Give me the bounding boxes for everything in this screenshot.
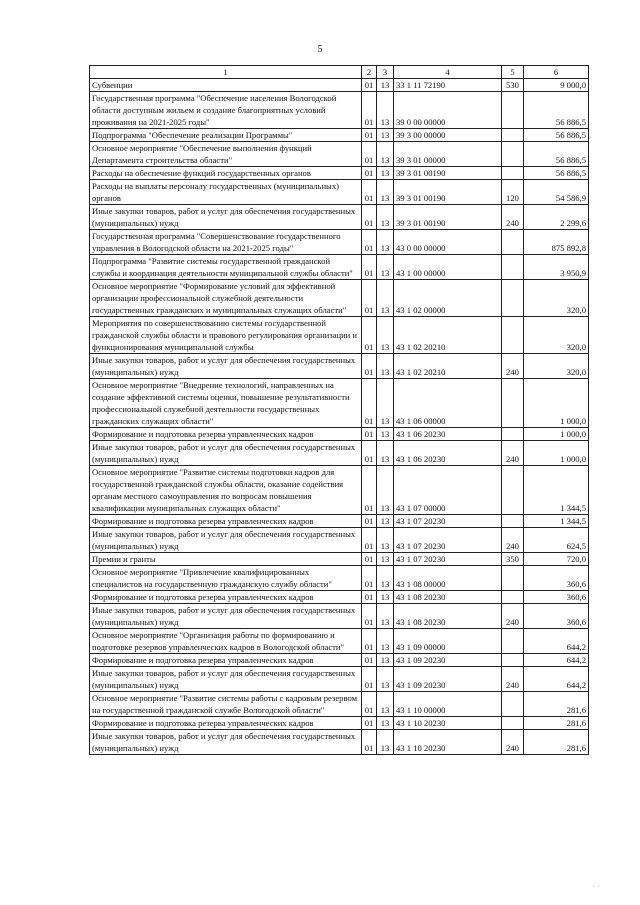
row-section: 01 [362, 230, 377, 255]
row-subsection: 13 [377, 167, 394, 180]
row-amount: 875 892,8 [524, 230, 589, 255]
row-target-article: 43 1 08 20230 [394, 604, 502, 629]
row-amount: 54 586,9 [524, 180, 589, 205]
table-row [90, 654, 589, 667]
row-name: Подпрограмма "Обеспечение реализации Программы" [90, 129, 362, 142]
row-expense-type: 120 [502, 180, 524, 205]
row-target-article: 39 3 01 00190 [394, 205, 502, 230]
row-amount: 56 886,5 [524, 142, 589, 167]
row-target-article: 43 1 07 20230 [394, 528, 502, 553]
row-target-article: 43 1 06 20230 [394, 441, 502, 466]
row-target-article: 43 1 09 00000 [394, 629, 502, 654]
row-section: 01 [362, 379, 377, 428]
row-section: 01 [362, 654, 377, 667]
row-amount: 56 886,5 [524, 167, 589, 180]
table-row [90, 692, 589, 717]
row-expense-type: 240 [502, 354, 524, 379]
row-subsection: 13 [377, 379, 394, 428]
row-section: 01 [362, 79, 377, 92]
row-section: 01 [362, 317, 377, 354]
row-name: Субвенции [90, 79, 362, 92]
table-row [90, 379, 589, 428]
row-expense-type [502, 379, 524, 428]
row-section: 01 [362, 629, 377, 654]
row-target-article: 33 1 11 72190 [394, 79, 502, 92]
row-subsection: 13 [377, 180, 394, 205]
row-subsection: 13 [377, 515, 394, 528]
table-row [90, 167, 589, 180]
row-expense-type: 240 [502, 730, 524, 755]
row-name: Расходы на выплаты персоналу государственных (муниципальных) органов [90, 180, 362, 205]
table-row [90, 280, 589, 317]
table-row [90, 566, 589, 591]
row-subsection: 13 [377, 441, 394, 466]
row-subsection: 13 [377, 566, 394, 591]
row-section: 01 [362, 180, 377, 205]
row-subsection: 13 [377, 280, 394, 317]
table-row [90, 466, 589, 515]
row-name: Иные закупки товаров, работ и услуг для обеспечения государственных (муниципальных) нужд [90, 441, 362, 466]
row-subsection: 13 [377, 466, 394, 515]
row-name: Государственная программа "Обеспечение населения Вологодской области доступным жильем и создание благоприятных условий проживания на 2021-2025 годы" [90, 92, 362, 129]
table-header-row [90, 66, 589, 79]
row-section: 01 [362, 717, 377, 730]
row-amount: 320,0 [524, 317, 589, 354]
row-amount: 320,0 [524, 280, 589, 317]
row-section: 01 [362, 528, 377, 553]
row-target-article: 43 1 00 00000 [394, 255, 502, 280]
table-row [90, 317, 589, 354]
row-amount: 320,0 [524, 354, 589, 379]
row-amount: 1 000,0 [524, 441, 589, 466]
row-expense-type: 240 [502, 667, 524, 692]
column-header-subsection: 3 [377, 66, 394, 79]
row-subsection: 13 [377, 553, 394, 566]
table-row [90, 129, 589, 142]
column-header-amount: 6 [524, 66, 589, 79]
row-subsection: 13 [377, 428, 394, 441]
row-name: Формирование и подготовка резерва управленческих кадров [90, 428, 362, 441]
row-amount: 720,0 [524, 553, 589, 566]
row-name: Формирование и подготовка резерва управленческих кадров [90, 717, 362, 730]
row-target-article: 43 1 06 00000 [394, 379, 502, 428]
row-target-article: 43 1 10 20230 [394, 717, 502, 730]
row-expense-type [502, 167, 524, 180]
table-row [90, 591, 589, 604]
row-section: 01 [362, 280, 377, 317]
row-amount: 624,5 [524, 528, 589, 553]
row-section: 01 [362, 255, 377, 280]
table-row [90, 205, 589, 230]
table-row [90, 255, 589, 280]
row-section: 01 [362, 466, 377, 515]
row-subsection: 13 [377, 230, 394, 255]
row-target-article: 43 1 07 00000 [394, 466, 502, 515]
row-amount: 3 950,9 [524, 255, 589, 280]
row-amount: 360,6 [524, 591, 589, 604]
row-name: Формирование и подготовка резерва управленческих кадров [90, 654, 362, 667]
row-section: 01 [362, 553, 377, 566]
row-amount: 9 000,0 [524, 79, 589, 92]
table-row [90, 92, 589, 129]
row-target-article: 43 1 09 20230 [394, 667, 502, 692]
row-name: Иные закупки товаров, работ и услуг для обеспечения государственных (муниципальных) нужд [90, 205, 362, 230]
row-section: 01 [362, 566, 377, 591]
row-expense-type [502, 92, 524, 129]
column-header-name: 1 [90, 66, 362, 79]
row-amount: 56 886,5 [524, 129, 589, 142]
row-section: 01 [362, 167, 377, 180]
row-expense-type [502, 230, 524, 255]
row-expense-type: 240 [502, 528, 524, 553]
table-row [90, 667, 589, 692]
row-section: 01 [362, 428, 377, 441]
row-section: 01 [362, 205, 377, 230]
row-subsection: 13 [377, 654, 394, 667]
row-amount: 281,6 [524, 717, 589, 730]
row-subsection: 13 [377, 129, 394, 142]
row-section: 01 [362, 92, 377, 129]
row-subsection: 13 [377, 591, 394, 604]
row-name: Иные закупки товаров, работ и услуг для обеспечения государственных (муниципальных) нужд [90, 528, 362, 553]
table-row [90, 180, 589, 205]
row-expense-type: 350 [502, 553, 524, 566]
row-expense-type: 240 [502, 604, 524, 629]
row-name: Основное мероприятие "Развитие системы подготовки кадров для государственной гражданской службы области, оказание содействия органам местного самоуправления по вопросам повышения квалификации муниципальных служащих области" [90, 466, 362, 515]
row-name: Расходы на обеспечение функций государственных органов [90, 167, 362, 180]
row-target-article: 39 0 00 00000 [394, 92, 502, 129]
row-amount: 281,6 [524, 692, 589, 717]
row-subsection: 13 [377, 354, 394, 379]
row-amount: 1 344,5 [524, 515, 589, 528]
row-amount: 2 299,6 [524, 205, 589, 230]
row-expense-type [502, 654, 524, 667]
row-name: Основное мероприятие "Организация работы по формированию и подготовке резервов управленческих кадров в Вологодской области" [90, 629, 362, 654]
table-row [90, 717, 589, 730]
row-amount: 1 344,5 [524, 466, 589, 515]
row-subsection: 13 [377, 730, 394, 755]
row-name: Премии и гранты [90, 553, 362, 566]
row-section: 01 [362, 142, 377, 167]
row-amount: 1 000,0 [524, 379, 589, 428]
row-name: Иные закупки товаров, работ и услуг для обеспечения государственных (муниципальных) нужд [90, 604, 362, 629]
row-expense-type [502, 515, 524, 528]
row-amount: 644,2 [524, 629, 589, 654]
row-expense-type [502, 591, 524, 604]
budget-table [89, 65, 589, 755]
row-subsection: 13 [377, 692, 394, 717]
row-target-article: 43 1 07 20230 [394, 515, 502, 528]
row-expense-type: 240 [502, 441, 524, 466]
row-name: Формирование и подготовка резерва управленческих кадров [90, 591, 362, 604]
table-row [90, 142, 589, 167]
table-row [90, 441, 589, 466]
row-name: Формирование и подготовка резерва управленческих кадров [90, 515, 362, 528]
table-row [90, 428, 589, 441]
row-amount: 56 886,5 [524, 92, 589, 129]
row-name: Иные закупки товаров, работ и услуг для обеспечения государственных (муниципальных) нужд [90, 730, 362, 755]
row-amount: 281,6 [524, 730, 589, 755]
row-subsection: 13 [377, 255, 394, 280]
row-section: 01 [362, 515, 377, 528]
row-subsection: 13 [377, 717, 394, 730]
row-amount: 644,2 [524, 654, 589, 667]
row-name: Основное мероприятие "Развитие системы работы с кадровым резервом на государственной гражданской службе Вологодской области" [90, 692, 362, 717]
table-row [90, 79, 589, 92]
table-row [90, 230, 589, 255]
row-subsection: 13 [377, 667, 394, 692]
row-name: Основное мероприятие "Формирование условий для эффективной организации профессиональной служебной деятельности государственных гражданских и муниципальных служащих области" [90, 280, 362, 317]
row-target-article: 39 3 01 00190 [394, 180, 502, 205]
row-target-article: 43 1 10 20230 [394, 730, 502, 755]
row-section: 01 [362, 354, 377, 379]
row-expense-type [502, 692, 524, 717]
row-name: Государственная программа "Совершенствование государственного управления в Вологодской области на 2021-2025 годы" [90, 230, 362, 255]
row-subsection: 13 [377, 629, 394, 654]
table-row [90, 528, 589, 553]
table-row [90, 629, 589, 654]
row-name: Мероприятия по совершенствованию системы государственной гражданской службы области и правового регулирования организации и функционирования муниципальной службы [90, 317, 362, 354]
row-target-article: 43 1 07 20230 [394, 553, 502, 566]
row-expense-type [502, 280, 524, 317]
row-subsection: 13 [377, 604, 394, 629]
row-expense-type [502, 317, 524, 354]
row-target-article: 43 1 02 00000 [394, 280, 502, 317]
row-section: 01 [362, 667, 377, 692]
row-target-article: 43 1 06 20230 [394, 428, 502, 441]
row-subsection: 13 [377, 79, 394, 92]
row-target-article: 39 3 01 00190 [394, 167, 502, 180]
row-subsection: 13 [377, 142, 394, 167]
table-row [90, 515, 589, 528]
row-target-article: 43 1 02 20210 [394, 317, 502, 354]
row-target-article: 39 3 00 00000 [394, 129, 502, 142]
row-expense-type: 530 [502, 79, 524, 92]
table-row [90, 553, 589, 566]
row-name: Основное мероприятие "Обеспечение выполнения функций Департамента строительства области" [90, 142, 362, 167]
column-header-expense-type: 5 [502, 66, 524, 79]
row-expense-type [502, 466, 524, 515]
row-section: 01 [362, 129, 377, 142]
row-target-article: 43 0 00 00000 [394, 230, 502, 255]
row-expense-type [502, 717, 524, 730]
row-target-article: 43 1 08 00000 [394, 566, 502, 591]
row-expense-type [502, 255, 524, 280]
row-name: Иные закупки товаров, работ и услуг для обеспечения государственных (муниципальных) нужд [90, 354, 362, 379]
row-subsection: 13 [377, 317, 394, 354]
row-expense-type [502, 428, 524, 441]
row-expense-type [502, 566, 524, 591]
row-subsection: 13 [377, 92, 394, 129]
row-section: 01 [362, 591, 377, 604]
row-amount: 1 000,0 [524, 428, 589, 441]
column-header-target-article: 4 [394, 66, 502, 79]
row-name: Подпрограмма "Развитие системы государственной гражданской службы и координация деятельности муниципальной службы области" [90, 255, 362, 280]
row-expense-type: 240 [502, 205, 524, 230]
row-expense-type [502, 129, 524, 142]
row-name: Основное мероприятие "Привлечение квалифицированных специалистов на государственную гражданскую службу области" [90, 566, 362, 591]
row-name: Основное мероприятие "Внедрение технологий, направленных на создание эффективной системы оценки, повышение результативности профессиональной служебной деятельности государственных гражданских служащих области" [90, 379, 362, 428]
row-name: Иные закупки товаров, работ и услуг для обеспечения государственных (муниципальных) нужд [90, 667, 362, 692]
row-target-article: 43 1 02 20210 [394, 354, 502, 379]
row-subsection: 13 [377, 528, 394, 553]
row-target-article: 43 1 09 20230 [394, 654, 502, 667]
row-target-article: 43 1 10 00000 [394, 692, 502, 717]
table-row [90, 354, 589, 379]
row-amount: 360,6 [524, 566, 589, 591]
row-section: 01 [362, 441, 377, 466]
scan-mark: · · [592, 882, 600, 891]
row-section: 01 [362, 730, 377, 755]
row-expense-type [502, 629, 524, 654]
table-row [90, 604, 589, 629]
row-section: 01 [362, 604, 377, 629]
row-section: 01 [362, 692, 377, 717]
row-amount: 360,6 [524, 604, 589, 629]
row-target-article: 43 1 08 20230 [394, 591, 502, 604]
page-number: 5 [317, 44, 323, 55]
row-amount: 644,2 [524, 667, 589, 692]
row-expense-type [502, 142, 524, 167]
table-row [90, 730, 589, 755]
row-target-article: 39 3 01 00000 [394, 142, 502, 167]
row-subsection: 13 [377, 205, 394, 230]
column-header-section: 2 [362, 66, 377, 79]
